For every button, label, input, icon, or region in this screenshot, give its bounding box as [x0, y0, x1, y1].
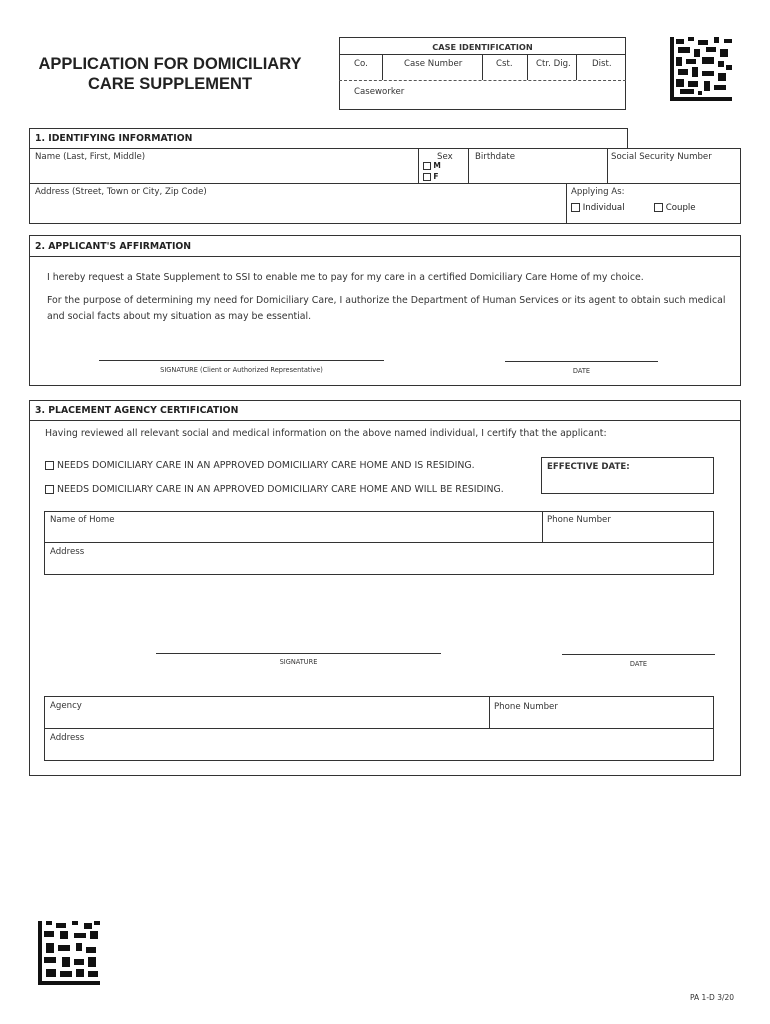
name-of-home-field[interactable] — [50, 526, 536, 540]
form-code: PA 1-D 3/20 — [690, 993, 735, 1002]
applicant-signature-line[interactable] — [99, 360, 384, 361]
is-residing-label: NEEDS DOMICILIARY CARE IN AN APPROVED DOMICILIARY CARE HOME AND IS RESIDING. — [56, 460, 475, 471]
applicant-date-label: DATE — [572, 367, 591, 375]
agency-label: Agency — [50, 701, 82, 711]
option-will-be-residing — [45, 484, 504, 495]
case-col-ctr-dig: Ctr. Dig. — [536, 59, 571, 69]
agency-phone-field[interactable] — [494, 712, 709, 726]
agency-address-label: Address — [50, 733, 85, 743]
affirmation-para2-line1: For the purpose of determining my need for Domiciliary Care, I authorize the Department of Human Services or its agent to obtain such medical — [47, 295, 726, 306]
section3-heading: 3. PLACEMENT AGENCY CERTIFICATION — [35, 405, 239, 416]
applying-couple-option — [654, 203, 696, 213]
section2-heading: 2. APPLICANT'S AFFIRMATION — [35, 241, 192, 252]
affirmation-para2-line2: and social facts about my situation as may be essential. — [47, 311, 312, 322]
birthdate-label: Birthdate — [475, 152, 516, 162]
birthdate-field[interactable] — [474, 164, 602, 181]
applying-individual-option — [571, 203, 625, 213]
agency-date-label: DATE — [629, 660, 648, 668]
case-identification-heading: CASE IDENTIFICATION — [432, 42, 533, 52]
option-is-residing — [45, 460, 475, 471]
couple-label: Couple — [665, 203, 696, 213]
sex-m-checkbox[interactable] — [423, 162, 431, 170]
ssn-label: Social Security Number — [611, 152, 712, 162]
home-address-label: Address — [50, 547, 85, 557]
will-be-residing-label: NEEDS DOMICILIARY CARE IN AN APPROVED DOMICILIARY CARE HOME AND WILL BE RESIDING. — [56, 484, 504, 495]
agency-field[interactable] — [50, 712, 484, 726]
affirmation-para1: I hereby request a State Supplement to SSI to enable me to pay for my care in a certified Domiciliary Care Home of my choice. — [47, 272, 644, 283]
couple-checkbox[interactable] — [654, 203, 663, 212]
home-address-field[interactable] — [50, 558, 708, 572]
case-col-case-number: Case Number — [404, 59, 463, 69]
name-of-home-label: Name of Home — [50, 515, 115, 525]
home-phone-label: Phone Number — [547, 515, 611, 525]
name-label: Name (Last, First, Middle) — [35, 152, 146, 162]
section1-heading: 1. IDENTIFYING INFORMATION — [35, 133, 193, 144]
will-be-residing-checkbox[interactable] — [45, 485, 54, 494]
sex-label: Sex — [437, 152, 453, 162]
barcode-top-icon — [670, 37, 732, 101]
agency-signature-line[interactable] — [156, 653, 441, 654]
agency-phone-label: Phone Number — [494, 702, 558, 712]
agency-address-field[interactable] — [50, 744, 708, 758]
address-label: Address (Street, Town or City, Zip Code) — [35, 187, 207, 197]
caseworker-label: Caseworker — [354, 87, 405, 97]
applicant-date-line[interactable] — [505, 361, 658, 362]
certification-intro: Having reviewed all relevant social and medical information on the above named individual, I certify that the applicant: — [45, 428, 607, 439]
sex-m-label: M — [433, 161, 441, 170]
agency-signature-label: SIGNATURE — [279, 658, 318, 666]
sex-f-option — [423, 172, 439, 181]
applying-as-label: Applying As: — [571, 187, 625, 197]
barcode-bottom-icon — [38, 921, 100, 985]
agency-date-line[interactable] — [562, 654, 715, 655]
form-title — [20, 54, 320, 94]
individual-label: Individual — [582, 203, 625, 213]
sex-m-option — [423, 161, 441, 170]
sex-f-checkbox[interactable] — [423, 173, 431, 181]
form-title-line1: APPLICATION FOR DOMICILIARY — [38, 55, 302, 73]
case-col-co: Co. — [354, 59, 368, 69]
individual-checkbox[interactable] — [571, 203, 580, 212]
address-field[interactable] — [35, 199, 561, 221]
ssn-field[interactable] — [612, 164, 736, 181]
is-residing-checkbox[interactable] — [45, 461, 54, 470]
home-phone-field[interactable] — [547, 526, 709, 540]
form-title-line2: CARE SUPPLEMENT — [87, 75, 253, 93]
sex-f-label: F — [433, 172, 439, 181]
case-col-dist: Dist. — [592, 59, 612, 69]
case-col-cst: Cst. — [496, 59, 513, 69]
effective-date-label: EFFECTIVE DATE: — [547, 462, 630, 472]
name-field[interactable] — [35, 164, 413, 181]
applicant-signature-label: SIGNATURE (Client or Authorized Representative) — [160, 366, 323, 374]
